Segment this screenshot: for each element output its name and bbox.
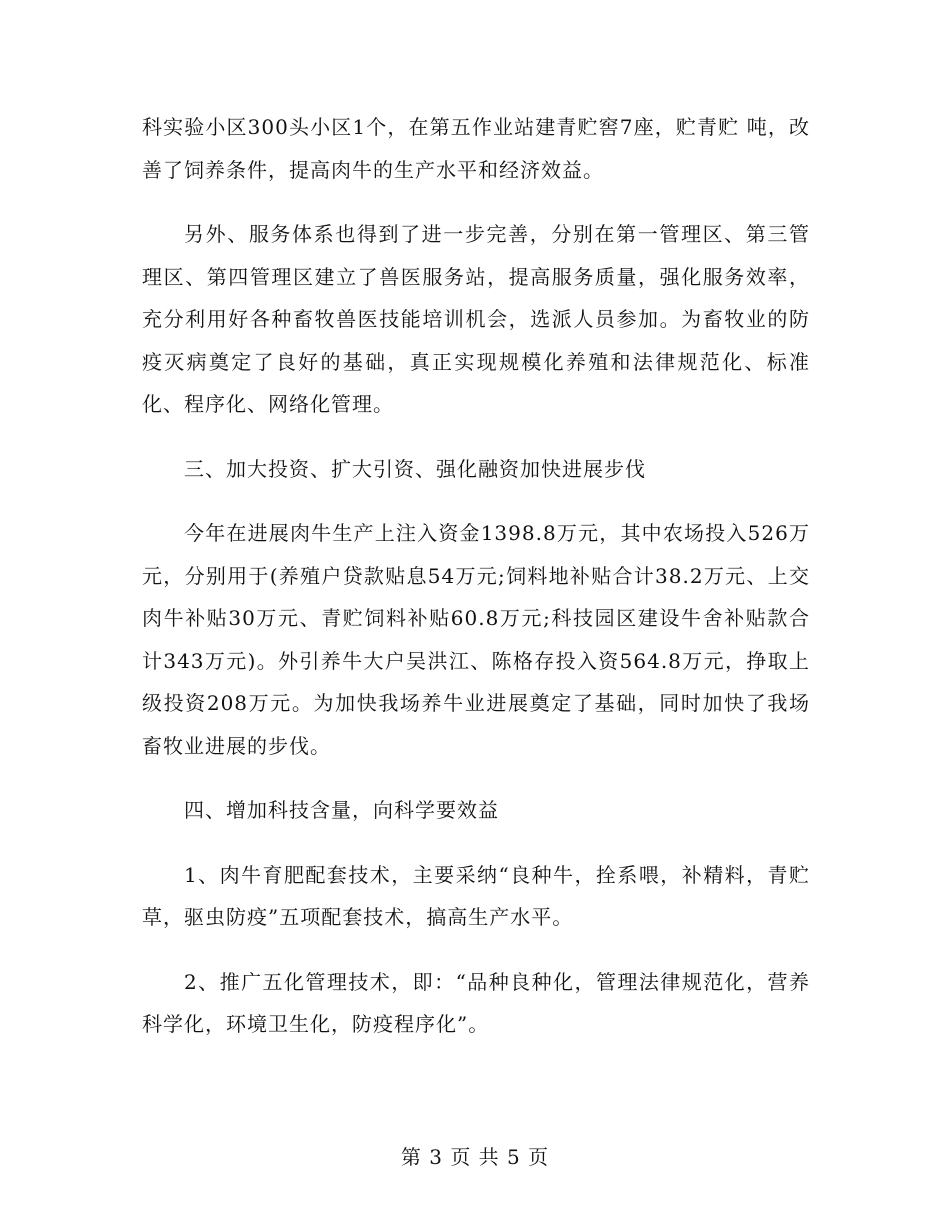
paragraph-continued: 科实验小区300头小区1个，在第五作业站建青贮窖7座，贮青贮 吨，改善了饲养条件，提高肉牛的生产水平和经济效益。 (142, 115, 810, 182)
section-heading-technology: 四、增加科技含量，向科学要效益 (184, 798, 499, 822)
section-heading-investment: 三、加大投资、扩大引资、强化融资加快进展步伐 (184, 456, 646, 481)
paragraph-management-technique: 2、推广五化管理技术，即：“品种良种化，管理法律规范化，营养科学化，环境卫生化，防疫程序化”。 (142, 969, 810, 1036)
document-body (142, 106, 810, 1068)
paragraph-investment: 今年在进展肉牛生产上注入资金1398.8万元，其中农场投入526万元，分别用于(养殖户贷款贴息54万元;饲料地补贴合计38.2万元、上交肉牛补贴30万元、青贮饲料补贴60.8万元;科技园区建设牛舍补贴款合计343万元)。外引养牛大户吴洪江、陈格存投入资564.8万元，挣取上级投资208万元。为加快我场养牛业进展奠定了基础，同时加快了我场畜牧业进展的步伐。 (142, 521, 810, 758)
paragraph-service-system: 另外、服务体系也得到了进一步完善，分别在第一管理区、第三管理区、第四管理区建立了兽医服务站，提高服务质量，强化服务效率，充分利用好各种畜牧兽医技能培训机会，选派人员参加。为畜牧业的防疫灭病奠定了良好的基础，真正实现规模化养殖和法律规范化、标准化、程序化、网络化管理。 (142, 222, 810, 416)
page-number-label: 第 3 页 共 5 页 (400, 1145, 550, 1169)
paragraph-fattening-technique: 1、肉牛育肥配套技术，主要采纳“良种牛，拴系喂，补精料，青贮草，驱虫防疫”五项配套技术，搞高生产水平。 (142, 862, 810, 929)
page-footer (0, 1142, 950, 1172)
